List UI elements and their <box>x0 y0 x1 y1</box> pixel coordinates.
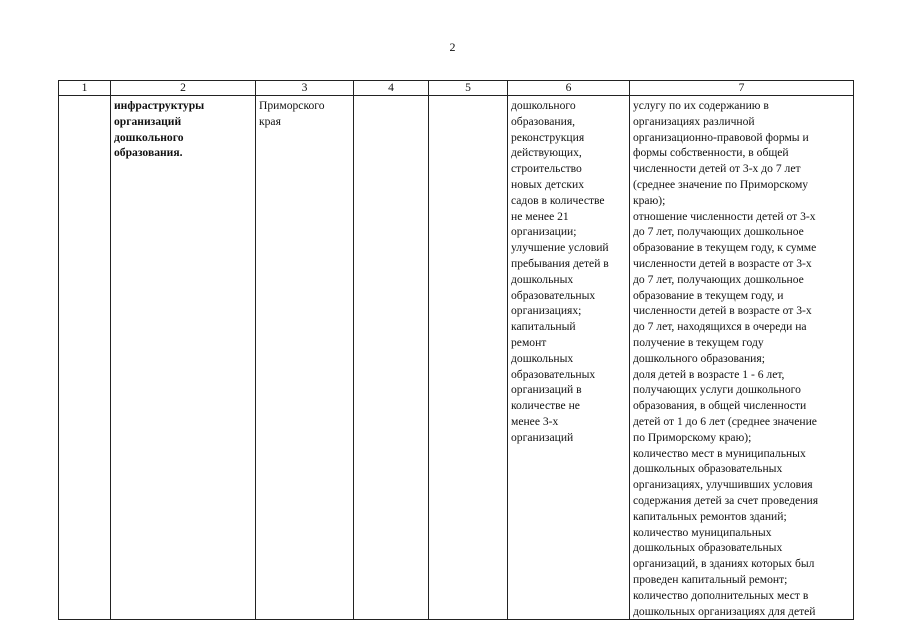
column-header-1: 1 <box>59 81 111 96</box>
column-header-2: 2 <box>111 81 256 96</box>
cell-col2-task: инфраструктуры организаций дошкольного образования. <box>111 96 256 620</box>
cell-col7-indicators: услугу по их содержанию в организациях различной организационно-правовой формы и формы собственности, в общей численности детей от 3-х до 7 лет (среднее значение по Приморскому краю); отношение численности детей от 3-х до 7 лет, получающих дошкольное образование в текущем году, к сумме численности детей в возрасте от 3-х до 7 лет, получающих дошкольное образование в текущем году, и численности детей в возрасте от 3-х до 7 лет, находящихся в очереди на получение в текущем году дошкольного образования; доля детей в возрасте 1 - 6 лет, получающих услуги дошкольного образования, в общей численности детей от 1 до 6 лет (среднее значение по Приморскому краю); количество мест в муниципальных дошкольных образовательных организациях, улучшивших условия содержания детей за счет проведения капитальных ремонтов зданий; количество муниципальных дошкольных образовательных организаций, в зданиях которых был проведен капитальный ремонт; количество дополнительных мест в дошкольных организациях для детей <box>630 96 854 620</box>
column-header-3: 3 <box>256 81 354 96</box>
cell-col6-measures: дошкольного образования, реконструкция действующих, строительство новых детских садов в количестве не менее 21 организации; улучшение условий пребывания детей в дошкольных образовательных организациях; капитальный ремонт дошкольных образовательных организаций в количестве не менее 3-х организаций <box>508 96 630 620</box>
header-row <box>59 81 854 96</box>
cell-col5 <box>429 96 508 620</box>
column-header-7: 7 <box>630 81 854 96</box>
cell-col4 <box>354 96 429 620</box>
cell-col3-region: Приморского края <box>256 96 354 620</box>
program-table <box>58 80 854 620</box>
table-row <box>59 96 854 620</box>
column-header-4: 4 <box>354 81 429 96</box>
column-header-5: 5 <box>429 81 508 96</box>
cell-col1 <box>59 96 111 620</box>
page-number: 2 <box>449 40 456 54</box>
column-header-6: 6 <box>508 81 630 96</box>
